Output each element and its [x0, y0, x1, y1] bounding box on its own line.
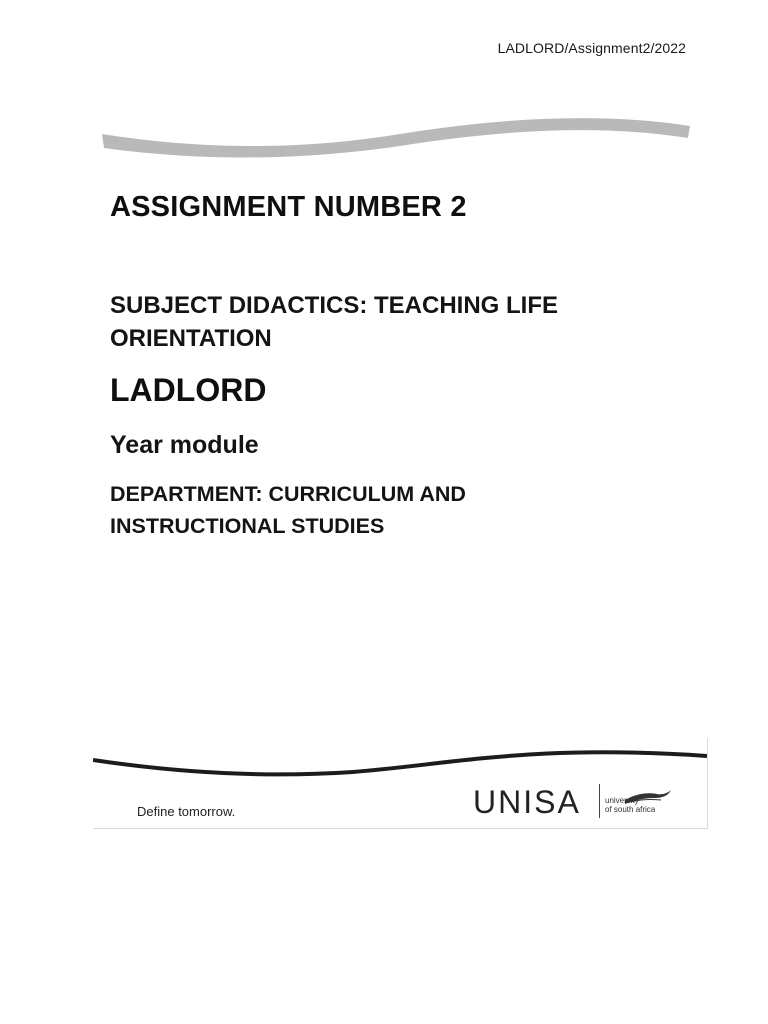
unisa-wordmark: UNISA	[473, 784, 581, 820]
footer-banner	[93, 738, 708, 829]
unisa-logo	[473, 782, 693, 822]
subject-title	[110, 289, 670, 355]
department-line1: DEPARTMENT: CURRICULUM AND	[110, 482, 466, 506]
department-line2: INSTRUCTIONAL STUDIES	[110, 514, 385, 538]
document-reference: LADLORD/Assignment2/2022	[497, 40, 686, 56]
footer-swoosh-decoration	[93, 738, 707, 783]
subject-title-line2: ORIENTATION	[110, 325, 272, 352]
logo-caption-line1: university	[605, 796, 639, 805]
unisa-logo-caption	[605, 796, 685, 814]
unisa-tagline: Define tomorrow.	[137, 804, 236, 819]
subject-title-line1: SUBJECT DIDACTICS: TEACHING LIFE	[110, 292, 559, 319]
logo-caption-line2: of south africa	[605, 805, 656, 814]
module-code: LADLORD	[110, 372, 267, 408]
top-swoosh-decoration	[100, 108, 694, 168]
department-name	[110, 478, 670, 542]
logo-divider	[599, 784, 600, 818]
module-type: Year module	[110, 431, 259, 459]
assignment-title: ASSIGNMENT NUMBER 2	[110, 191, 467, 223]
